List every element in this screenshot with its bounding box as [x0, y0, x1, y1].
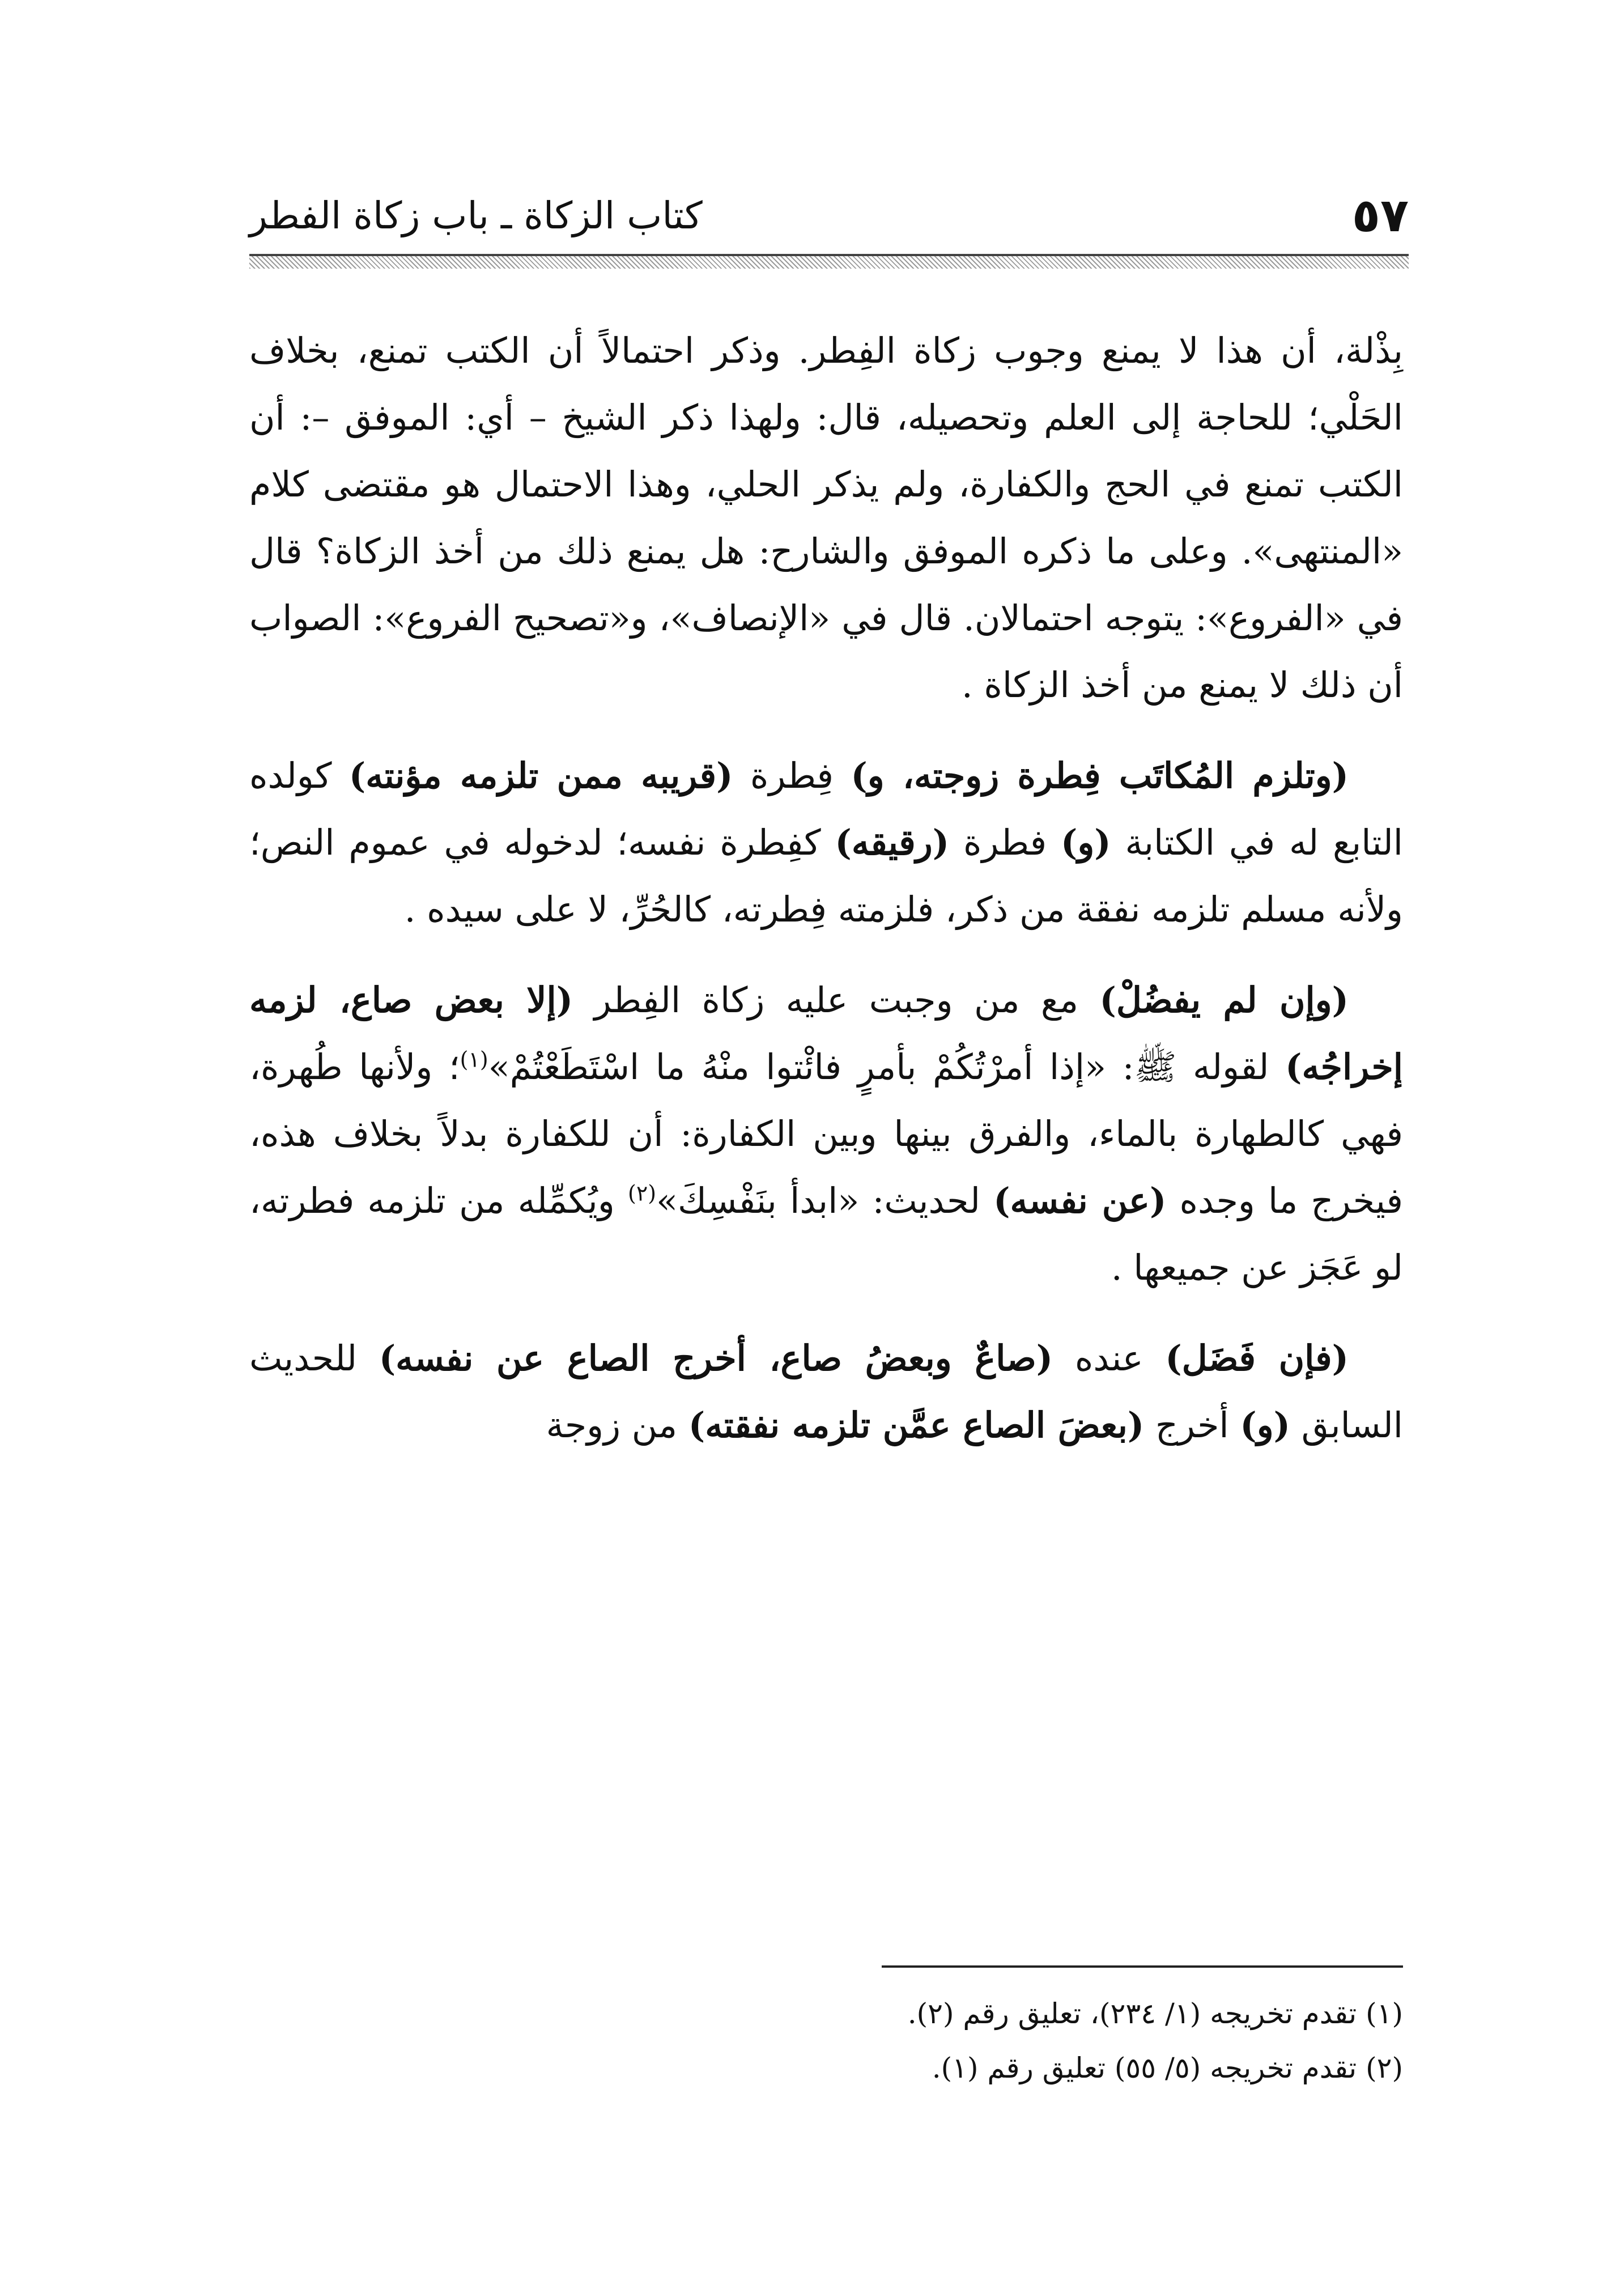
sharh-text: عنده — [1053, 1337, 1166, 1379]
sharh-text: للحديث السابق — [249, 1337, 1403, 1446]
footnote-marker: (٢) — [627, 1181, 657, 1206]
sharh-text: لقوله ﷺ: «إذا أمرْتُكُمْ بأمرٍ فائْتوا منْهُ ما اسْتَطَعْتُمْ» — [488, 1046, 1286, 1088]
footnote-marker: (١) — [460, 1047, 488, 1072]
paragraph — [249, 967, 1403, 1301]
footnote-rule — [882, 1965, 1403, 1968]
sharh-text: أخرج — [1144, 1404, 1240, 1446]
footnote-1: (١) تقدم تخريجه (١/ ٢٣٤)، تعليق رقم (٢). — [907, 1997, 1403, 2030]
footnotes — [249, 1986, 1403, 2095]
paragraph — [249, 317, 1403, 719]
matn-text: (رقيقه) — [835, 822, 950, 863]
paragraph — [249, 1325, 1403, 1459]
matn-text: (عن نفسه) — [993, 1180, 1167, 1221]
sharh-text: بِذْلة، أن هذا لا يمنع وجوب زكاة الفِطر. وذكر احتمالاً أن الكتب تمنع، بخلاف الحَلْي؛ للحاجة إلى العلم وتحصيله، قال: ولهذا ذكر الشيخ – أي: الموفق –: أن الكتب تمنع في الحج والكفارة، ولم يذكر الحلي، وهذا الاحتمال هو مقتضى كلام «المنتهى». وعلى ما ذكره الموفق والشارح: هل يمنع ذلك من أخذ الزكاة؟ قال في «الفروع»: يتوجه احتمالان. قال في «الإنصاف»، و«تصحيح الفروع»: الصواب أن ذلك لا يمنع من أخذ الزكاة . — [249, 330, 1404, 706]
sharh-text: لحديث: «ابدأ بنَفْسِكَ» — [656, 1180, 994, 1221]
sharh-text: من زوجة — [546, 1404, 688, 1446]
footnote-2: (٢) تقدم تخريجه (٥/ ٥٥) تعليق رقم (١). — [932, 2052, 1403, 2084]
paragraph — [249, 742, 1403, 943]
sharh-text: فِطرة — [733, 755, 851, 796]
page-number: ٥٧ — [1351, 188, 1409, 243]
sharh-text: كولده التابع له في الكتابة — [249, 755, 1403, 863]
matn-text: (فإن فَضَل) — [1165, 1337, 1349, 1379]
matn-text: (و) — [1240, 1404, 1290, 1446]
matn-text: (صاعٌ وبعضُ صاع، أخرج الصاع عن نفسه) — [379, 1337, 1053, 1379]
sharh-text: كفِطرة نفسه؛ لدخوله في عموم النص؛ ولأنه مسلم تلزمه نفقة من ذكر، فلزمته فِطرته، كالحُرِّ، لا على سيده . — [249, 822, 1403, 930]
matn-text: (وإن لم يفضُلْ) — [1099, 979, 1349, 1021]
matn-text: (بعضَ الصاع عمَّن تلزمه نفقته) — [688, 1404, 1145, 1446]
sharh-text: مع من وجبت عليه زكاة الفِطر — [573, 979, 1100, 1021]
sharh-text: فطرة — [949, 822, 1061, 863]
header-rule — [249, 254, 1409, 269]
matn-text: (وتلزم المُكاتَب فِطرة زوجته، و) — [851, 755, 1349, 796]
page-header — [249, 181, 1409, 249]
matn-text: (إلا بعض صاع، لزمه إخراجُه) — [249, 979, 1403, 1088]
body-text — [249, 317, 1403, 1483]
sharh-text: ؛ ولأنها طُهرة، فهي كالطهارة بالماء، والفرق بينها وبين الكفارة: أن للكفارة بدلاً بخلاف هذه، فيخرج ما وجده — [249, 1046, 1403, 1221]
matn-text: (قريبه ممن تلزمه مؤنته) — [348, 755, 733, 796]
running-title: كتاب الزكاة ـ باب زكاة الفطر — [249, 193, 703, 237]
sharh-text: ويُكمِّله من تلزمه فطرته، لو عَجَز عن جميعها . — [249, 1180, 1403, 1288]
matn-text: (و) — [1061, 822, 1111, 863]
